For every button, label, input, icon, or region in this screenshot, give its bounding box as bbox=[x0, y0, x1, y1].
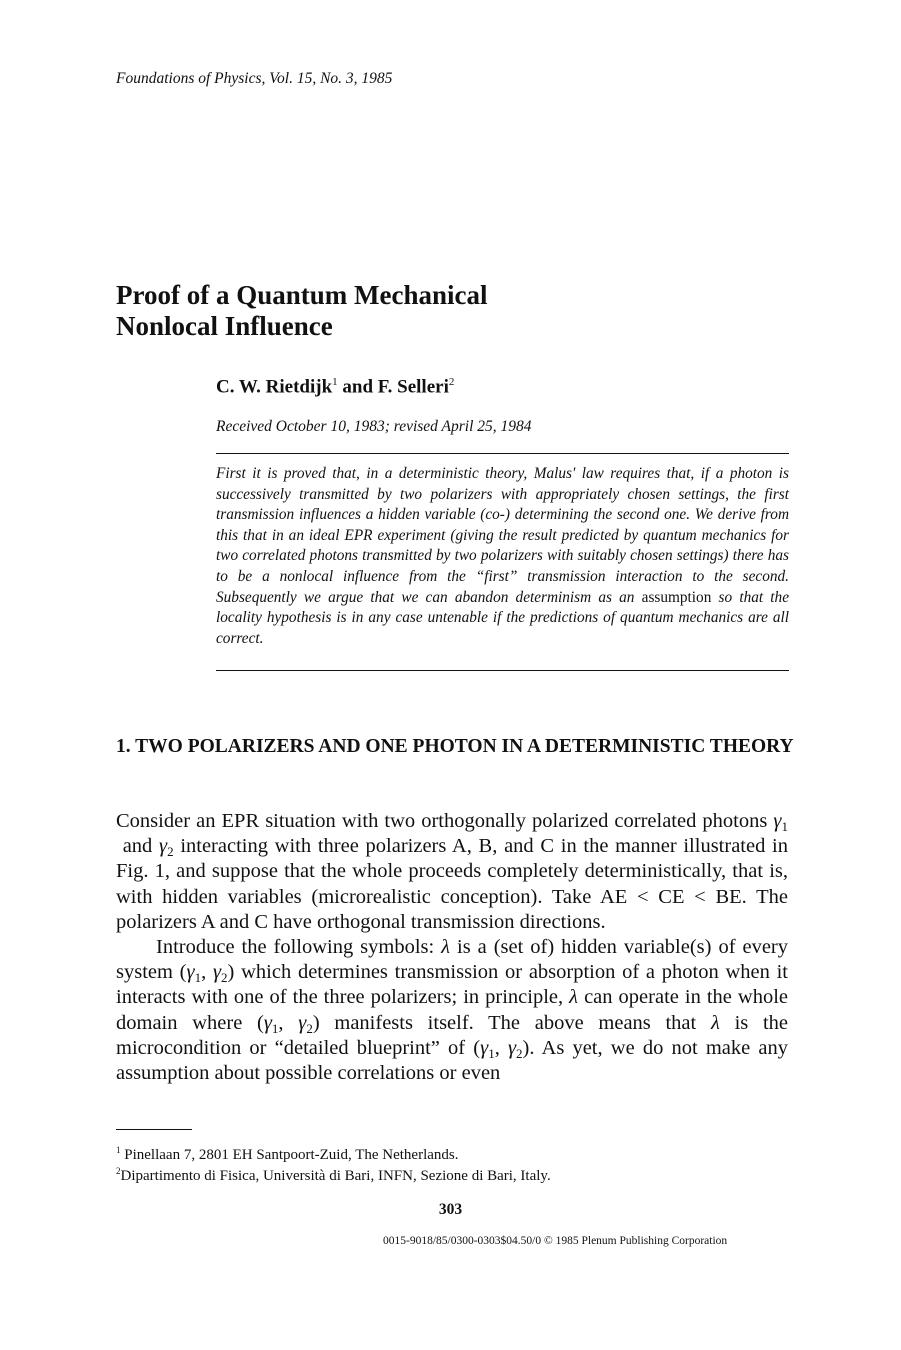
text-run: , bbox=[201, 961, 213, 984]
author-2-footnote-mark: 2 bbox=[448, 376, 455, 388]
paper-title bbox=[116, 280, 796, 342]
text-run: ) manifests itself. The above means that bbox=[312, 1011, 711, 1034]
abstract-text-2: so that the locality hypothesis is in any case untenable if the predictions of quantum mechanics are all correct. bbox=[216, 588, 789, 647]
footnote-mark: 2 bbox=[116, 1166, 121, 1176]
footnote-1 bbox=[116, 1145, 459, 1164]
received-dates: Received October 10, 1983; revised April 25, 1984 bbox=[216, 418, 532, 435]
text-run: can operate in the whole domain where ( bbox=[116, 986, 788, 1034]
title-line-1: Proof of a Quantum Mechanical bbox=[116, 280, 488, 310]
paragraph-1 bbox=[116, 809, 788, 935]
footnote-text: Pinellaan 7, 2801 EH Santpoort-Zuid, The Netherlands. bbox=[120, 1147, 459, 1163]
author-1-footnote-mark: 1 bbox=[332, 376, 338, 388]
section-number: 1. bbox=[116, 736, 131, 757]
section-heading bbox=[116, 734, 819, 759]
gamma-symbol: γ bbox=[212, 961, 222, 984]
text-run: , bbox=[494, 1036, 508, 1059]
subscript: 2 bbox=[221, 970, 228, 986]
gamma-symbol: γ bbox=[507, 1036, 517, 1059]
paragraph-2 bbox=[116, 935, 788, 1086]
subscript: 1 bbox=[781, 819, 788, 834]
text-run: is the microcondition or “detailed blueprint” of ( bbox=[116, 1011, 788, 1059]
abstract-text-1: First it is proved that, in a deterministic theory, Malus' law requires that, if a photon is successively transmitted by two polarizers with appropriately chosen settings, the first transmission influences a hidden variable (co-) determining the second one. We derive from this that in an ideal EPR experiment (giving the result predicted by quantum mechanics for two correlated photons transmitted by two polarizers with suitably chosen settings) there has to be a nonlocal influence from the “first” transmission interaction to the second. Subsequently we argue that we can abandon determinism as an bbox=[216, 465, 789, 606]
lambda-symbol: λ bbox=[441, 936, 451, 959]
journal-citation: Foundations of Physics, Vol. 15, No. 3, 1985 bbox=[116, 70, 393, 87]
subscript: 2 bbox=[167, 844, 174, 860]
footnote-rule bbox=[116, 1129, 192, 1130]
gamma-symbol: γ bbox=[298, 1011, 307, 1034]
gamma-symbol: γ bbox=[773, 810, 782, 832]
text-run: , bbox=[278, 1011, 299, 1034]
subscript: 1 bbox=[488, 1045, 495, 1061]
abstract bbox=[216, 464, 789, 649]
abstract-roman-word: assumption bbox=[641, 588, 712, 606]
title-line-2: Nonlocal Influence bbox=[116, 311, 333, 341]
text-run: ) which determines transmission or absorption of a photon when it interacts with one of the three polarizers; in principle, bbox=[116, 961, 788, 1009]
text-run: ). As yet, we do not make any assumption about possible correlations or even bbox=[116, 1036, 788, 1085]
subscript: 1 bbox=[194, 970, 202, 986]
gamma-symbol: γ bbox=[263, 1011, 272, 1034]
section-title: TWO POLARIZERS AND ONE PHOTON IN A DETERMINISTIC THEORY bbox=[135, 736, 794, 757]
lambda-symbol: λ bbox=[569, 986, 579, 1009]
text-run: is a (set of) hidden variable(s) of every system ( bbox=[116, 936, 788, 984]
text-run: and bbox=[116, 835, 160, 858]
author-join: and bbox=[337, 376, 378, 398]
footnote-2 bbox=[116, 1166, 551, 1185]
gamma-symbol: γ bbox=[186, 961, 195, 984]
subscript: 1 bbox=[271, 1020, 279, 1036]
subscript: 2 bbox=[306, 1020, 313, 1036]
publisher-code: 0015-9018/85/0300-0303$04.50/0 © 1985 Plenum Publishing Corporation bbox=[383, 1235, 728, 1247]
footnote-mark: 1 bbox=[116, 1145, 121, 1155]
abstract-top-rule bbox=[216, 453, 789, 454]
gamma-symbol: γ bbox=[159, 835, 168, 858]
text-run: Consider an EPR situation with two orthogonally polarized correlated photons bbox=[116, 810, 774, 832]
footnote-text: Dipartimento di Fisica, Università di Bari, INFN, Sezione di Bari, Italy. bbox=[120, 1168, 551, 1184]
text-run: interacting with three polarizers A, B, and C in the manner illustrated in Fig. 1, and suppose that the whole proceeds completely deterministically, that is, with hidden variables (microrealistic conception). Take AE < CE < BE. The polarizers A and C have orthogonal transmission directions. bbox=[116, 835, 788, 933]
author-1: C. W. Rietdijk bbox=[216, 376, 333, 398]
author-2: F. Selleri bbox=[377, 376, 449, 398]
abstract-bottom-rule bbox=[216, 670, 789, 671]
author-line bbox=[216, 376, 454, 398]
subscript: 2 bbox=[516, 1045, 523, 1061]
gamma-symbol: γ bbox=[480, 1036, 489, 1059]
body-text bbox=[116, 809, 788, 1086]
page-number: 303 bbox=[438, 1201, 463, 1218]
text-run: Introduce the following symbols: bbox=[156, 936, 442, 959]
lambda-symbol: λ bbox=[710, 1011, 720, 1034]
